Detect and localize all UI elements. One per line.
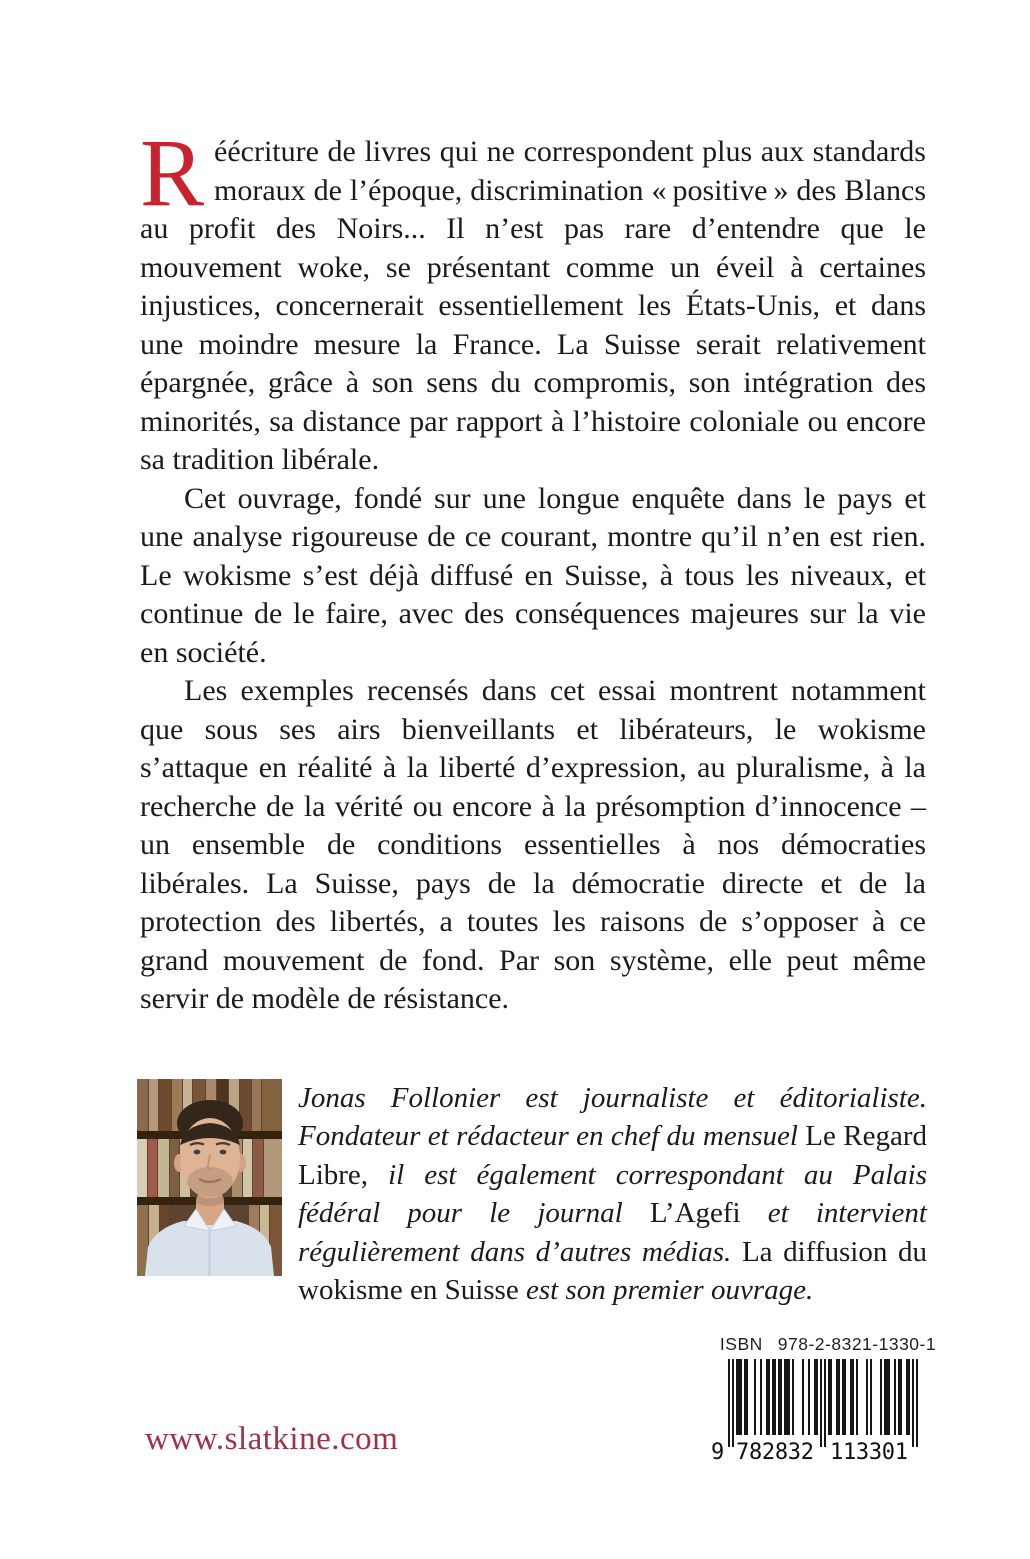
author-bio-text [298,1079,927,1309]
author-photo [137,1079,282,1276]
svg-text:9: 9 [711,1440,725,1463]
isbn-value: 978-2-8321-1330-1 [777,1334,937,1354]
synopsis-paragraph-2: Cet ouvrage, fondé sur une longue enquête dans le pays et une analyse rigoureuse de ce courant, montre qu’il n’en est rien. Le wokisme s’est déjà diffusé en Suisse, à tous les niveaux, et continue de le faire, avec des conséquences majeures sur la vie en société. [140,481,926,669]
bio-segment: Le Regard Libre, [298,1120,927,1191]
author-bio-section [137,1079,927,1309]
synopsis-paragraph-1-text: éécriture de livres qui ne correspondent plus aux standards moraux de l’époque, discrimination « positive » des Blancs au profit des Noirs... Il n’est pas rare d’entendre que le mouvement woke, se présentant comme un éveil à certaines injustices, concernerait essentiellement les États-Unis, et dans une moindre mesure la France. La Suisse serait relativement épargnée, grâce à son sens du compromis, son intégration des minorités, sa distance par rapport à l’histoire coloniale ou encore sa tradition libérale. [140,135,926,476]
isbn-barcode [704,1334,937,1463]
dropcap-letter: R [140,119,205,226]
synopsis-paragraph-3: Les exemples recensés dans cet essai montrent notamment que sous ses airs bienveillants et libérateurs, le wokisme s’attaque en réalité à la liberté d’expression, au pluralisme, à la recherche de la vérité ou encore à la présomption d’innocence – un ensemble de conditions essentielles à nos démocraties libérales. La Suisse, pays de la démocratie directe et de la protection des libertés, a toutes les raisons de s’opposer à ce grand mouvement de fond. Par son système, elle peut même servir de modèle de résistance. [140,674,926,1015]
svg-text:782832: 782832 [736,1440,814,1463]
svg-text:113301: 113301 [830,1440,908,1463]
bio-segment: Jonas Follonier est journaliste et éditorialiste. Fondateur et rédacteur en chef du mensuel [298,1082,927,1153]
isbn-label: ISBN [719,1334,763,1354]
bio-segment: est son premier ouvrage. [518,1274,814,1307]
bio-segment: L’Agefi [649,1197,741,1230]
synopsis-paragraph-1 [140,119,926,480]
publisher-website: www.slatkine.com [145,1421,399,1457]
isbn-line [704,1334,937,1355]
ean13-barcode [710,1359,920,1463]
synopsis [140,119,926,1019]
bio-segment: La diffusion du wokisme en Suisse [298,1235,927,1307]
bio-segment: il est également correspondant au Palais fédéral pour le journal [298,1158,927,1230]
bio-segment: et intervient régulièrement dans d’autres médias. [298,1197,927,1268]
